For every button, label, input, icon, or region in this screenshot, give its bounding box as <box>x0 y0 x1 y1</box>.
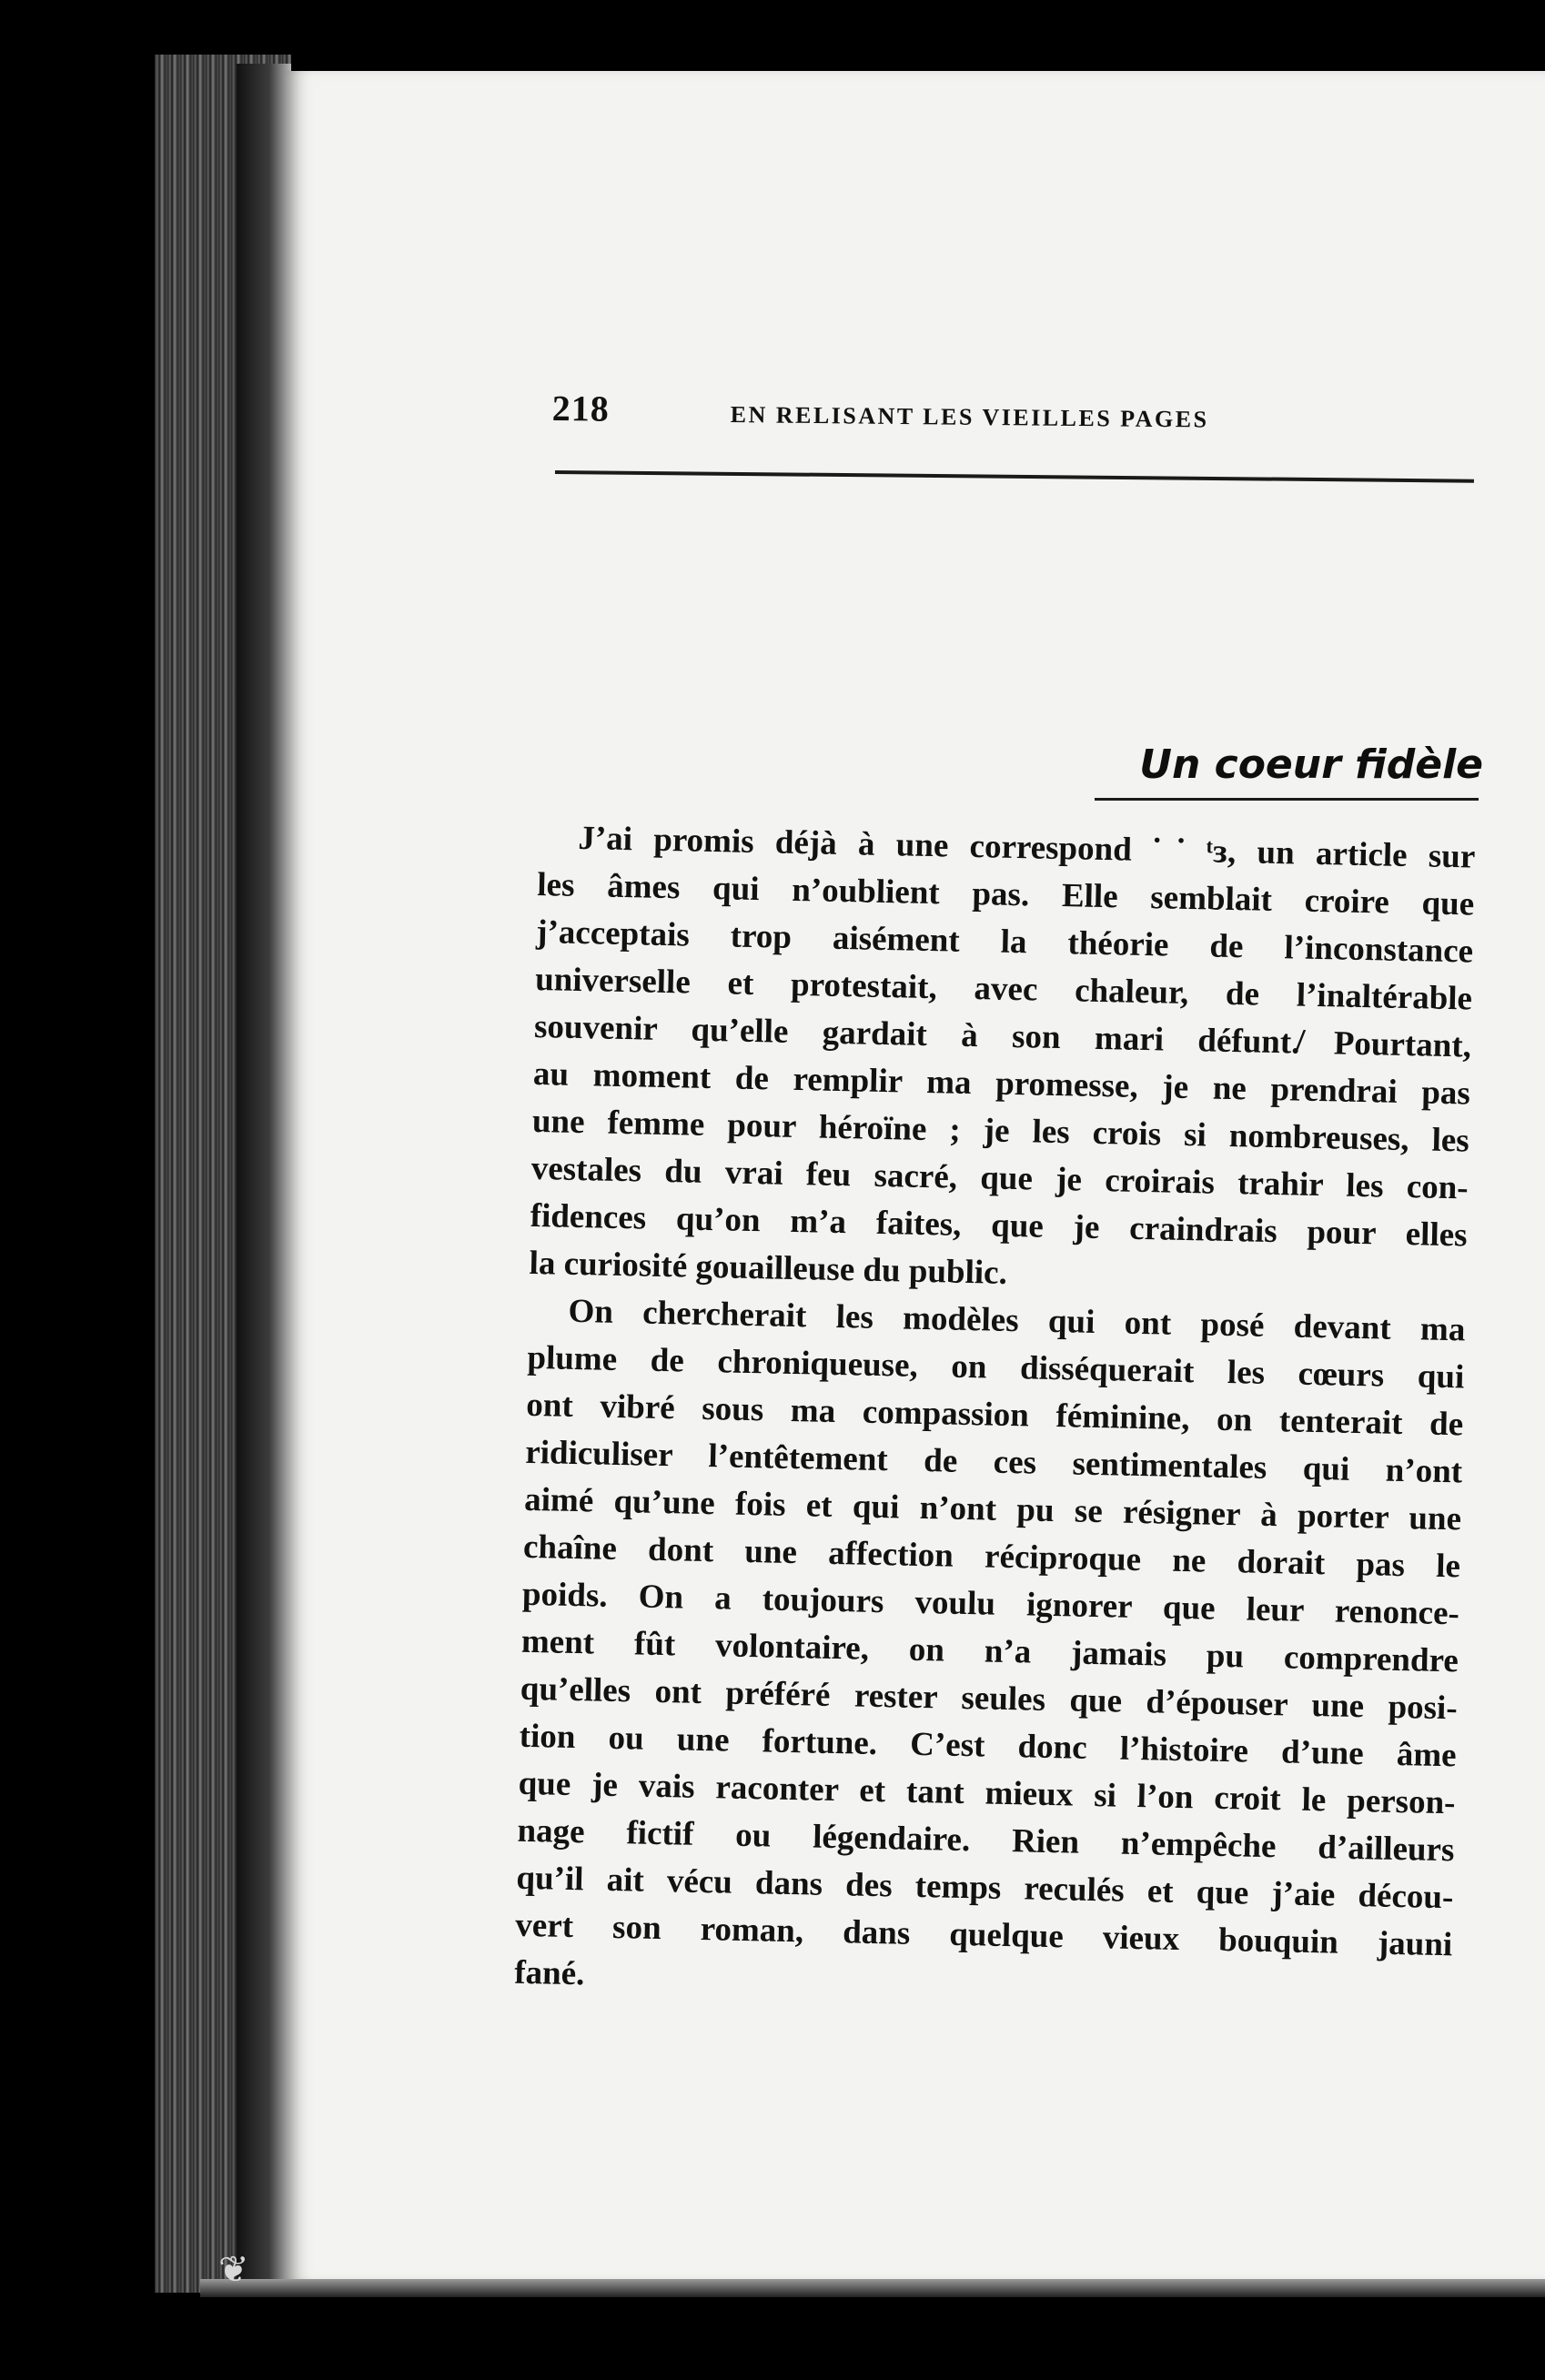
text-line: fané. <box>513 1953 585 1993</box>
text-line: la curiosité gouailleuse du public. <box>529 1244 1008 1292</box>
page-header <box>551 387 1462 450</box>
text-line: une femme pour héroïne ; je les crois si nombreuses, les <box>531 1102 1470 1160</box>
text-line: ont vibré sous ma compassion féminine, on tenterait de <box>525 1386 1464 1444</box>
text-line: universelle et protestait, avec chaleur, de l’inaltérable <box>534 960 1473 1018</box>
text-line: poids. On a toujours voulu ignorer que leur renonce- <box>521 1575 1460 1633</box>
text-line: j’acceptais trop aisément la théorie de l’inconstance <box>535 913 1474 971</box>
page-number: 218 <box>551 387 610 429</box>
text-line: qu’elles ont préféré rester seules que d’épouser une posi- <box>520 1669 1459 1728</box>
text-line: plume de chroniqueuse, on disséquerait les cœurs qui <box>527 1338 1465 1397</box>
text-line: vert son roman, dans quelque vieux bouquin jauni <box>514 1906 1453 1964</box>
text-line: chaîne dont une affection réciproque ne dorait pas le <box>522 1528 1461 1586</box>
text-line: souvenir qu’elle gardait à son mari défunt.̸ Pourtant, <box>533 1007 1472 1065</box>
text-line: fidences qu’on m’a faites, que je craindrais pour elles <box>530 1196 1468 1255</box>
ink-blot-mark: ❦ <box>218 2249 249 2291</box>
text-line: ment fût volontaire, on n’a jamais pu comprendre <box>520 1622 1459 1680</box>
text-line: On chercherait les modèles qui ont posé devant ma <box>568 1292 1466 1349</box>
article-title: Un coeur fidèle <box>1139 741 1483 788</box>
text-line: vestales du vrai feu sacré, que je croirais trahir les con- <box>530 1149 1469 1207</box>
title-underline <box>1095 798 1479 801</box>
text-line: tion ou une fortune. C’est donc l’histoire d’une âme <box>519 1717 1457 1775</box>
text-line: ridiculiser l’entêtement de ces sentimentales qui n’ont <box>524 1433 1463 1491</box>
text-line: aimé qu’une fois et qui n’ont pu se résigner à porter une <box>523 1480 1462 1538</box>
text-line: nage fictif ou légendaire. Rien n’empêche d’ailleurs <box>517 1811 1455 1870</box>
text-line: J’ai promis déjà à une correspond ˙˙ ᵗɜ, un article sur <box>578 819 1476 876</box>
text-line: qu’il ait vécu dans des temps reculés et que j’aie décou- <box>516 1859 1454 1917</box>
running-head: EN RELISANT LES VIEILLES PAGES <box>730 401 1209 433</box>
page-bottom-edge <box>200 2279 1545 2297</box>
article-body <box>514 814 1476 2016</box>
text-line: les âmes qui n’oublient pas. Elle semblait croire que <box>536 865 1475 923</box>
text-line: au moment de remplir ma promesse, je ne prendrai pas <box>532 1054 1471 1113</box>
binding-shadow <box>237 64 291 2293</box>
text-line: que je vais raconter et tant mieux si l’on croit le person- <box>518 1764 1456 1822</box>
